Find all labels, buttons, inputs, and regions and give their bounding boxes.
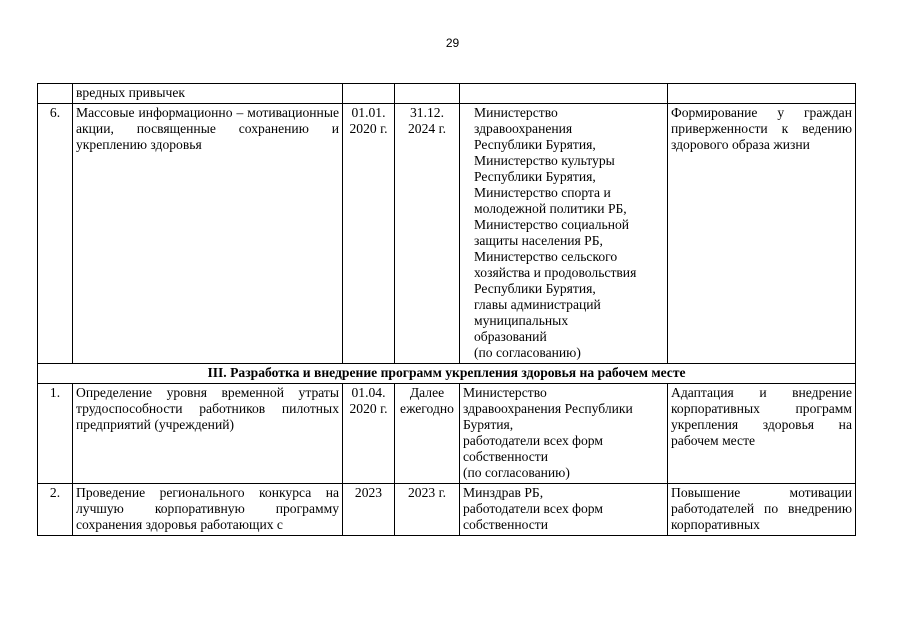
event-cell: Определение уровня временной утраты трудоспособности работников пилотных предприятий (учреждений) — [73, 384, 343, 484]
measures-table — [37, 83, 856, 536]
end-date-cell — [395, 84, 460, 104]
section-title: III. Разработка и внедрение программ укрепления здоровья на рабочем месте — [38, 364, 856, 384]
executors-cell: Минздрав РБ, работодатели всех форм собственности — [460, 484, 668, 536]
table-row — [38, 384, 856, 484]
row-number: 6. — [38, 104, 73, 364]
executors-cell — [460, 84, 668, 104]
row-number: 1. — [38, 384, 73, 484]
result-cell: Повышение мотивации работодателей по внедрению корпоративных — [668, 484, 856, 536]
executors-cell: Министерство здравоохранения Республики Бурятия, Министерство культуры Республики Бурятия, Министерство спорта и молодежной политики РБ, Министерство социальной защиты населения РБ, Министерство сельского хозяйства и продовольствия Республики Бурятия, главы администраций муниципальных образований (по согласованию) — [460, 104, 668, 364]
table-row — [38, 104, 856, 364]
event-cell: Проведение регионального конкурса на лучшую корпоративную программу сохранения здоровья работающих с — [73, 484, 343, 536]
result-cell: Адаптация и внедрение корпоративных программ укрепления здоровья на рабочем месте — [668, 384, 856, 484]
section-row — [38, 364, 856, 384]
start-date-cell: 01.04. 2020 г. — [343, 384, 395, 484]
end-date-cell: Далее ежегодно — [395, 384, 460, 484]
row-number — [38, 84, 73, 104]
page-number: 29 — [445, 36, 460, 50]
event-cell: вредных привычек — [73, 84, 343, 104]
end-date-cell: 2023 г. — [395, 484, 460, 536]
table-row-continuation — [38, 84, 856, 104]
result-cell — [668, 84, 856, 104]
event-cell: Массовые информационно – мотивационные акции, посвященные сохранению и укреплению здоровья — [73, 104, 343, 364]
table-row — [38, 484, 856, 536]
start-date-cell: 2023 — [343, 484, 395, 536]
executors-cell: Министерство здравоохранения Республики Бурятия, работодатели всех форм собственности (по согласованию) — [460, 384, 668, 484]
end-date-cell: 31.12. 2024 г. — [395, 104, 460, 364]
start-date-cell — [343, 84, 395, 104]
result-cell: Формирование у граждан приверженности к ведению здорового образа жизни — [668, 104, 856, 364]
start-date-cell: 01.01. 2020 г. — [343, 104, 395, 364]
row-number: 2. — [38, 484, 73, 536]
